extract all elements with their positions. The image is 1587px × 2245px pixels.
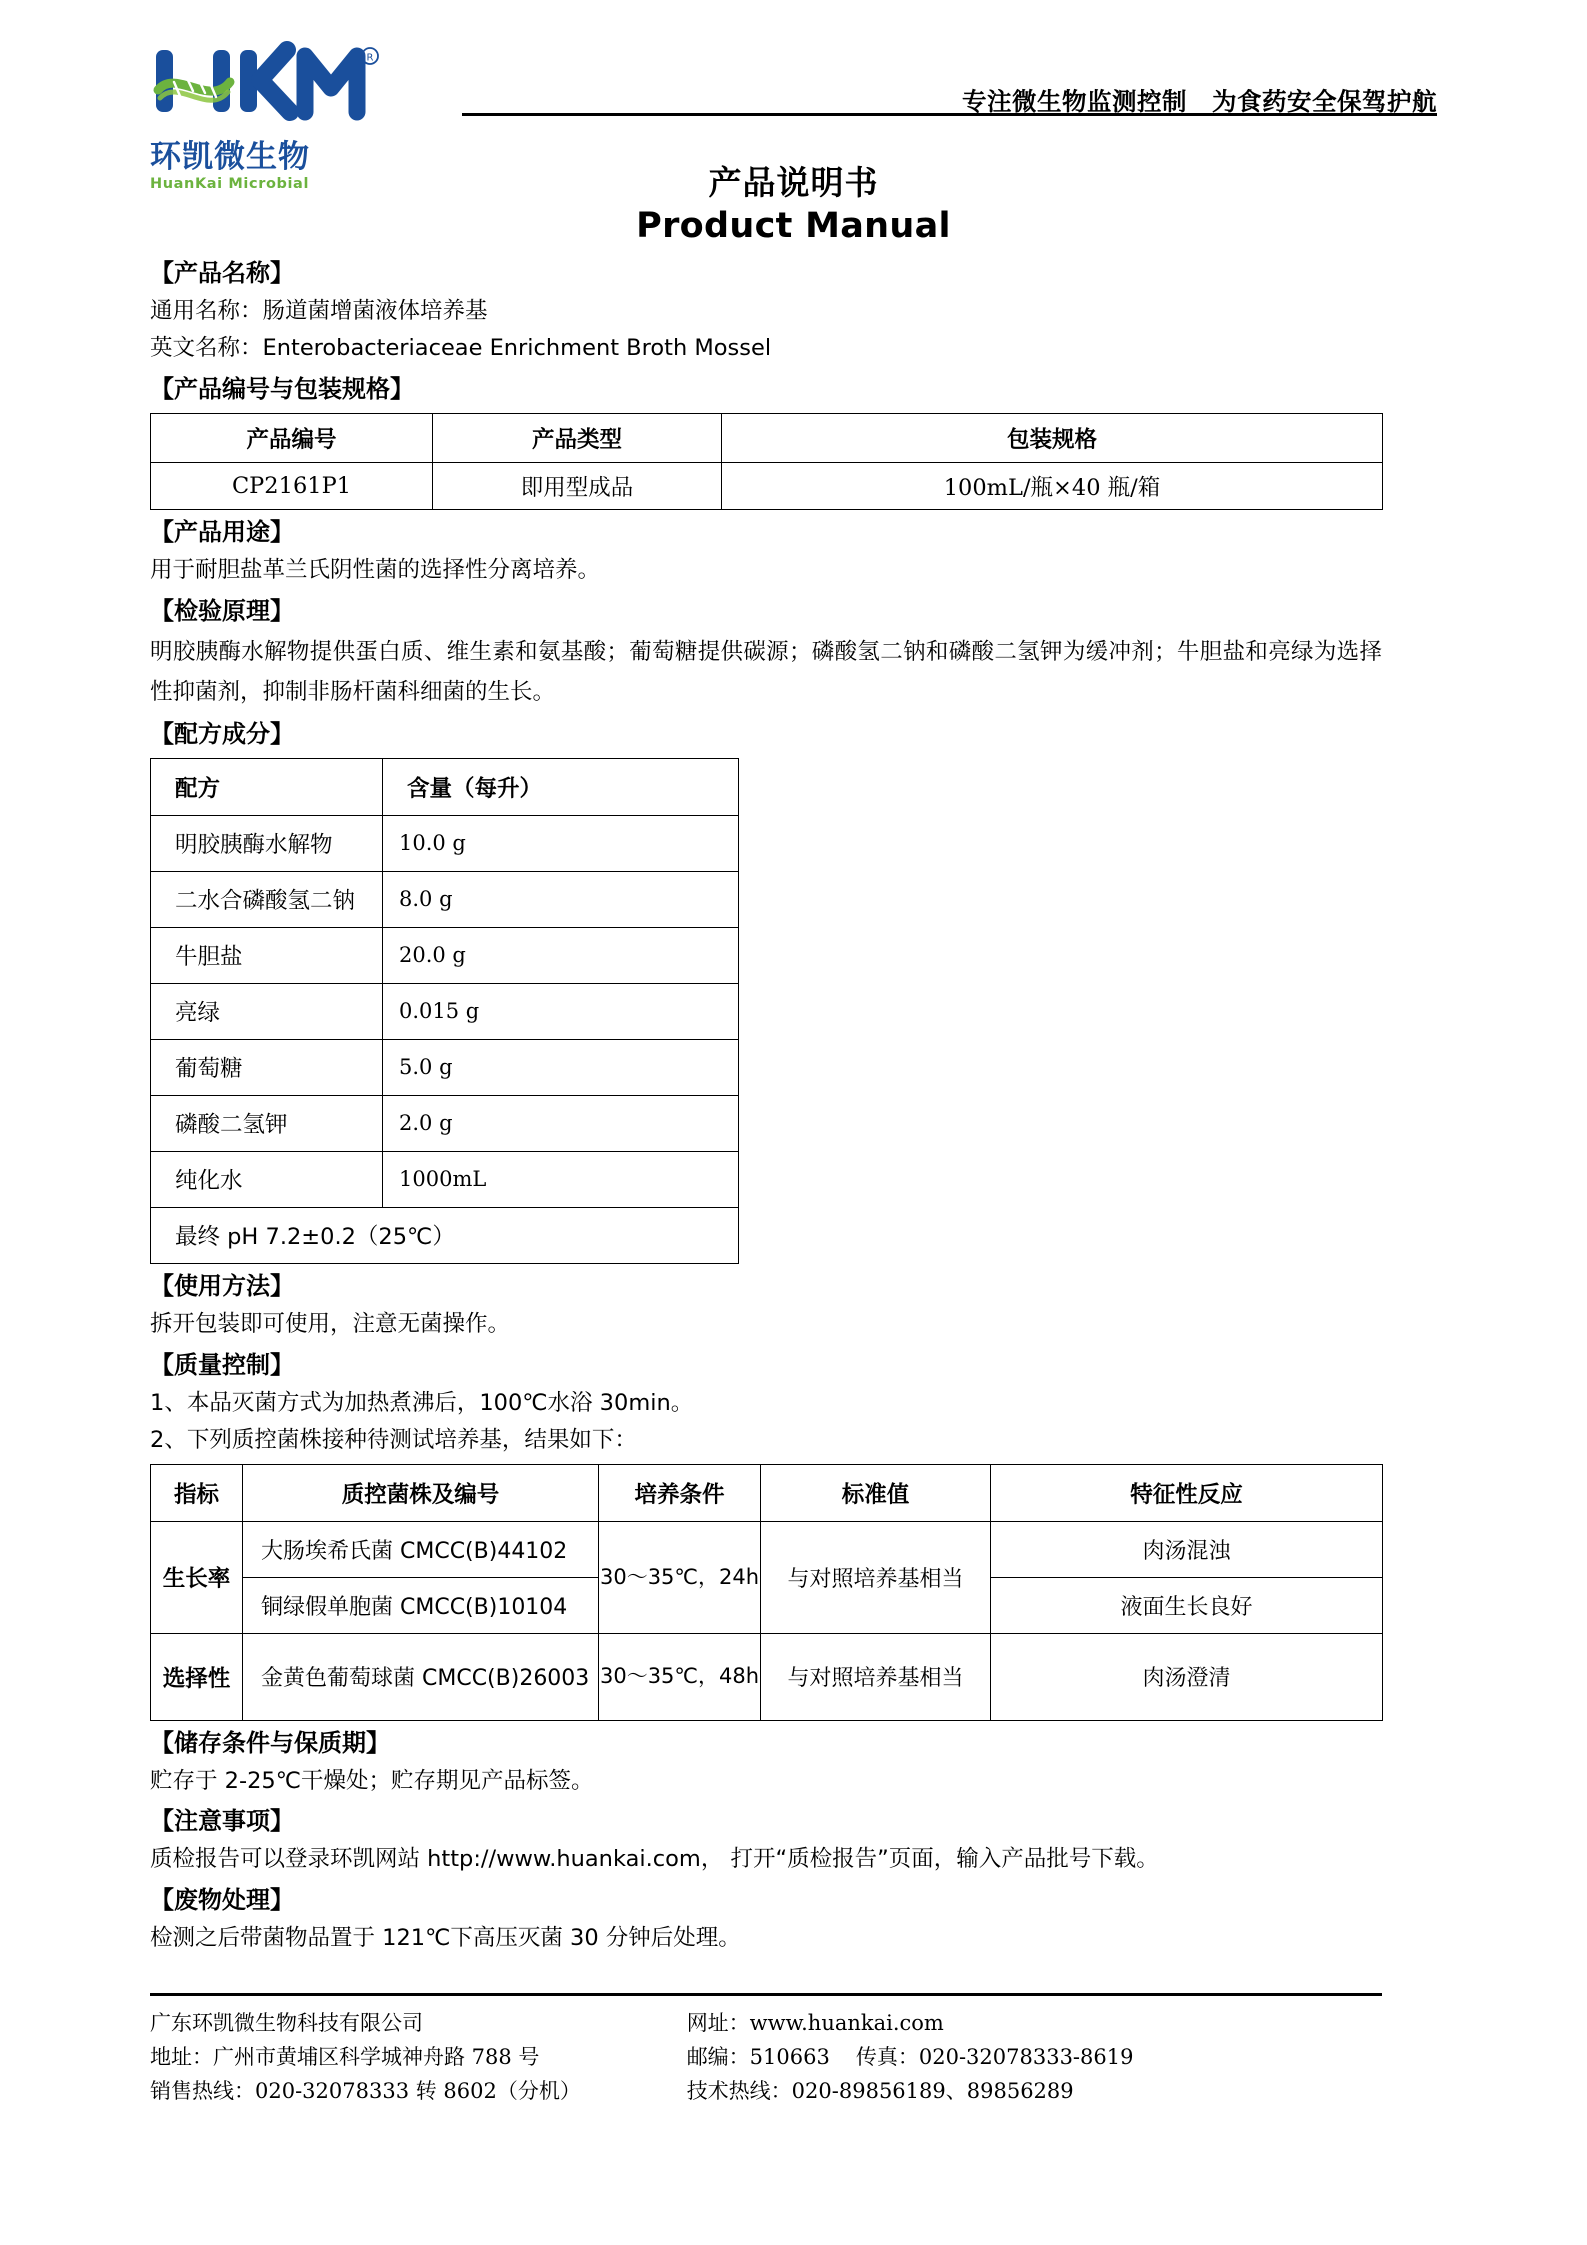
cell-ingredient-amount: 2.0 g — [383, 1095, 739, 1151]
footer-company: 广东环凯微生物科技有限公司 — [150, 2010, 423, 2035]
cell-ingredient-name: 牛胆盐 — [151, 927, 383, 983]
qc-note-2: 2、下列质控菌株接种待测试培养基，结果如下： — [150, 1427, 637, 1454]
product-generic-name-row — [150, 293, 1437, 329]
table-header-row — [151, 1464, 1383, 1521]
product-english-name-row — [150, 330, 1437, 366]
table-row — [151, 462, 1383, 509]
cell-indicator: 选择性 — [151, 1633, 243, 1720]
col-strain: 质控菌株及编号 — [243, 1464, 599, 1521]
product-english-name-value: Enterobacteriaceae Enrichment Broth Mossel — [262, 335, 772, 362]
table-row — [151, 871, 739, 927]
table-row — [151, 1039, 739, 1095]
col-culture-condition: 培养条件 — [599, 1464, 761, 1521]
qc-note-1: 1、本品灭菌方式为加热煮沸后，100℃水浴 30min。 — [150, 1389, 694, 1416]
product-generic-name-value: 肠道菌增菌液体培养基 — [262, 297, 488, 324]
logo-name-zh: 环凯微生物 — [150, 139, 310, 175]
logo-name-en: HuanKai Microbial — [150, 176, 310, 192]
cell-reaction: 肉汤混浊 — [991, 1521, 1383, 1577]
cell-ingredient-name: 二水合磷酸氢二钠 — [151, 871, 383, 927]
section-heading-disposal: 【废物处理】 — [150, 1885, 294, 1914]
footer-left-column — [150, 2006, 680, 2108]
table-header-row — [151, 413, 1383, 462]
cell-reaction: 肉汤澄清 — [991, 1633, 1383, 1720]
cell-product-type: 即用型成品 — [433, 462, 722, 509]
col-product-code: 产品编号 — [151, 413, 433, 462]
cell-ingredient-amount: 20.0 g — [383, 927, 739, 983]
table-row — [151, 983, 739, 1039]
cell-ingredient-name: 明胶胰酶水解物 — [151, 815, 383, 871]
storage-text: 贮存于 2-25℃干燥处；贮存期见产品标签。 — [150, 1767, 594, 1794]
table-row — [151, 1095, 739, 1151]
col-characteristic-reaction: 特征性反应 — [991, 1464, 1383, 1521]
notice-text: 质检报告可以登录环凯网站 http://www.huankai.com， 打开“质检报告”页面，输入产品批号下载。 — [150, 1846, 1159, 1873]
footer-tech-hotline: 技术热线：020-89856189、89856289 — [686, 2078, 1074, 2103]
col-indicator: 指标 — [151, 1464, 243, 1521]
table-row — [151, 1633, 1383, 1720]
cell-ingredient-amount: 10.0 g — [383, 815, 739, 871]
cell-reaction: 液面生长良好 — [991, 1577, 1383, 1633]
product-generic-name-label: 通用名称： — [150, 297, 263, 324]
cell-ph-note: 最终 pH 7.2±0.2（25℃） — [151, 1207, 739, 1263]
product-code-table — [150, 413, 1383, 510]
col-standard-value: 标准值 — [761, 1464, 991, 1521]
section-heading-notice: 【注意事项】 — [150, 1807, 294, 1836]
section-heading-product-name: 【产品名称】 — [150, 258, 294, 287]
section-heading-principle: 【检验原理】 — [150, 596, 294, 625]
table-row — [151, 1151, 739, 1207]
product-english-name-label: 英文名称： — [150, 335, 263, 362]
principle-text: 明胶胰酶水解物提供蛋白质、维生素和氨基酸；葡萄糖提供碳源；磷酸氢二钠和磷酸二氢钾为缓冲剂；牛胆盐和亮绿为选择性抑菌剂，抑制非肠杆菌科细菌的生长。 — [150, 638, 1382, 705]
cell-strain: 金黄色葡萄球菌 CMCC(B)26003 — [243, 1633, 599, 1720]
footer-website: 网址：www.huankai.com — [686, 2010, 944, 2035]
cell-standard-value: 与对照培养基相当 — [761, 1633, 991, 1720]
disposal-text: 检测之后带菌物品置于 121℃下高压灭菌 30 分钟后处理。 — [150, 1925, 741, 1952]
table-row — [151, 815, 739, 871]
table-row — [151, 1521, 1383, 1577]
cell-ingredient-name: 葡萄糖 — [151, 1039, 383, 1095]
footer-postcode-fax-row — [687, 2040, 1134, 2074]
cell-ingredient-amount: 1000mL — [383, 1151, 739, 1207]
formula-table — [150, 758, 739, 1264]
section-heading-formula: 【配方成分】 — [150, 719, 294, 748]
cell-package-spec: 100mL/瓶×40 瓶/箱 — [722, 462, 1383, 509]
footer-divider — [150, 1993, 1382, 1996]
col-package-spec: 包装规格 — [722, 413, 1383, 462]
col-product-type: 产品类型 — [433, 413, 722, 462]
footer-right-column — [687, 2006, 1134, 2108]
quality-control-table — [150, 1464, 1383, 1721]
cell-strain: 大肠埃希氏菌 CMCC(B)44102 — [243, 1521, 599, 1577]
col-formula-amount: 含量（每升） — [383, 758, 739, 815]
footer-address: 地址：广州市黄埔区科学城神舟路 788 号 — [150, 2044, 540, 2069]
table-header-row — [151, 758, 739, 815]
footer-fax: 传真：020-32078333-8619 — [855, 2044, 1134, 2069]
usage-text: 用于耐胆盐革兰氏阴性菌的选择性分离培养。 — [150, 557, 601, 584]
company-logo — [150, 38, 450, 192]
cell-ingredient-name: 亮绿 — [151, 983, 383, 1039]
section-heading-method: 【使用方法】 — [150, 1271, 294, 1300]
page-footer — [150, 2006, 1382, 2108]
footer-sales-hotline: 销售热线：020-32078333 转 8602（分机） — [150, 2078, 581, 2103]
page-title-en: Product Manual — [636, 205, 951, 246]
cell-culture-condition: 30～35℃，24h — [599, 1521, 761, 1633]
cell-standard-value: 与对照培养基相当 — [761, 1521, 991, 1633]
table-row-ph — [151, 1207, 739, 1263]
cell-ingredient-amount: 5.0 g — [383, 1039, 739, 1095]
cell-ingredient-name: 纯化水 — [151, 1151, 383, 1207]
method-text: 拆开包装即可使用，注意无菌操作。 — [150, 1311, 511, 1338]
header-tagline: 专注微生物监测控制 为食药安全保驾护航 — [962, 87, 1437, 116]
cell-indicator: 生长率 — [151, 1521, 243, 1633]
table-row — [151, 927, 739, 983]
section-heading-usage: 【产品用途】 — [150, 517, 294, 546]
cell-product-code: CP2161P1 — [151, 462, 433, 509]
cell-ingredient-amount: 8.0 g — [383, 871, 739, 927]
section-heading-product-code: 【产品编号与包装规格】 — [150, 374, 414, 403]
section-heading-storage: 【储存条件与保质期】 — [150, 1728, 390, 1757]
cell-ingredient-amount: 0.015 g — [383, 983, 739, 1039]
cell-ingredient-name: 磷酸二氢钾 — [151, 1095, 383, 1151]
page-title-zh: 产品说明书 — [708, 163, 879, 202]
section-heading-quality-control: 【质量控制】 — [150, 1350, 294, 1379]
svg-text:R: R — [366, 52, 374, 64]
cell-culture-condition: 30～35℃，48h — [599, 1633, 761, 1720]
hkm-logo-icon — [150, 38, 450, 150]
cell-strain: 铜绿假单胞菌 CMCC(B)10104 — [243, 1577, 599, 1633]
col-formula-name: 配方 — [151, 758, 383, 815]
footer-postcode: 邮编：510663 — [686, 2044, 830, 2069]
